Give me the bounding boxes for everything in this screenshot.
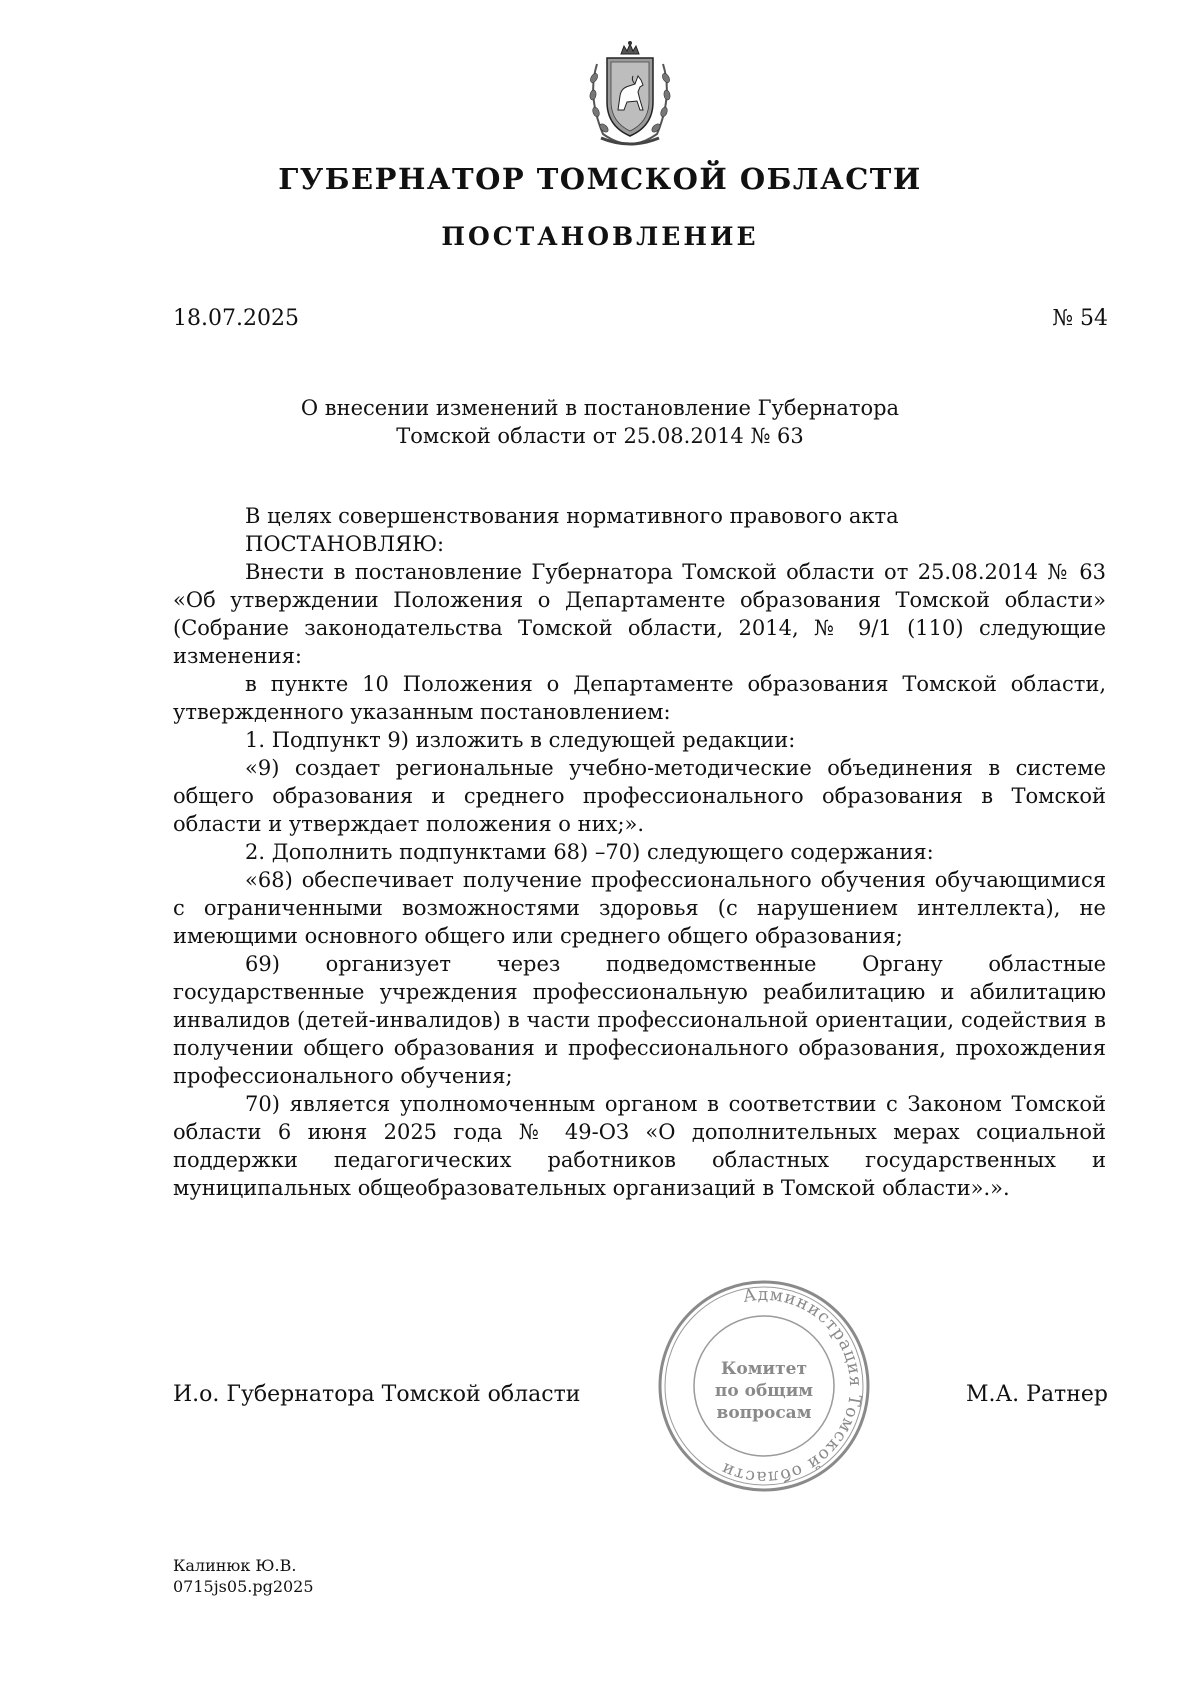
document-body <box>173 502 1106 1202</box>
seal-line-1: Комитет <box>720 1359 808 1379</box>
subject-line-1: О внесении изменений в постановление Губернатора <box>300 396 900 420</box>
footer <box>173 1555 314 1597</box>
body-paragraph: в пункте 10 Положения о Департаменте образования Томской области, утвержденного указанным постановлением: <box>173 672 1106 724</box>
body-paragraph: «68) обеспечивает получение профессионального обучения обучающимися с ограниченными возможностями здоровья (с нарушением интеллекта), не имеющими основного общего или среднего общего образования; <box>173 868 1106 948</box>
signatory-name: М.А. Ратнер <box>965 1382 1108 1407</box>
executor-name: Калинюк Ю.В. <box>173 1556 297 1575</box>
preamble-paragraph: В целях совершенствования нормативного правового акта <box>245 504 899 528</box>
body-paragraph: 69) организует через подведомственные Органу областные государственные учреждения профессиональную реабилитацию и абилитацию инвалидов (детей-инвалидов) в части профессиональной ориентации, содействия в получении общего образования и профессионального образования, прохождения профессионального обучения; <box>173 952 1106 1088</box>
document-type: ПОСТАНОВЛЕНИЕ <box>441 222 759 251</box>
subject-line-2: Томской области от 25.08.2014 № 63 <box>396 424 804 448</box>
coat-of-arms-emblem <box>583 40 677 148</box>
body-paragraph: 1. Подпункт 9) изложить в следующей редакции: <box>245 728 796 752</box>
document-date: 18.07.2025 <box>173 306 299 331</box>
document-subject <box>300 394 900 450</box>
resolve-heading: ПОСТАНОВЛЯЮ: <box>245 532 445 556</box>
body-paragraph: 70) является уполномоченным органом в соответствии с Законом Томской области 6 июня 2025 года № 49-ОЗ «О дополнительных мерах социальной поддержки педагогических работников областных государственных и муниципальных общеобразовательных организаций в Томской области».». <box>173 1092 1106 1200</box>
body-paragraph: «9) создает региональные учебно-методические объединения в системе общего образования и среднего профессионального образования в Томской области и утверждает положения о них;». <box>173 756 1106 836</box>
seal-ring-text: Администрация Томской области <box>717 1284 866 1488</box>
file-code: 0715js05.pg2025 <box>173 1577 314 1596</box>
signatory-position: И.о. Губернатора Томской области <box>173 1382 581 1407</box>
body-paragraph: Внести в постановление Губернатора Томской области от 25.08.2014 № 63 «Об утверждении Положения о Департаменте образования Томской области» (Собрание законодательства Томской области, 2014, № 9/1 (110) следующие изменения: <box>173 560 1106 668</box>
official-seal <box>654 1276 874 1496</box>
seal-line-3: вопросам <box>716 1403 812 1423</box>
seal-line-2: по общим <box>714 1381 814 1401</box>
body-paragraph: 2. Дополнить подпунктами 68) –70) следующего содержания: <box>245 840 934 864</box>
organization-title: ГУБЕРНАТОР ТОМСКОЙ ОБЛАСТИ <box>278 162 922 196</box>
document-number: № 54 <box>1052 306 1108 331</box>
